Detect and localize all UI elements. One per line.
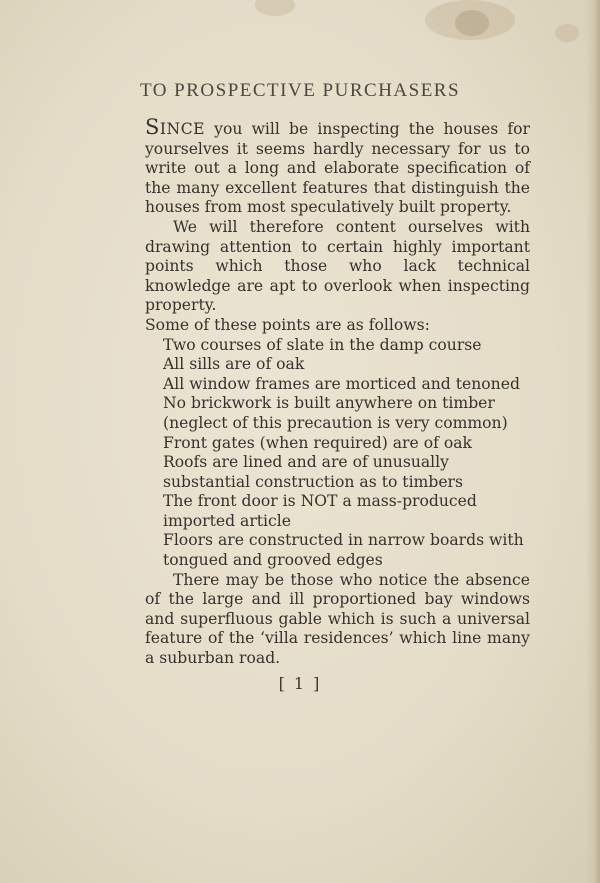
door-text-after: a mass-produced imported article: [163, 492, 477, 530]
lead-cap: S: [145, 115, 160, 139]
stain-mark: [555, 24, 579, 42]
lead-word: [145, 115, 206, 139]
running-head: TO PROSPECTIVE PURCHASERS: [139, 80, 461, 101]
stain-mark: [455, 10, 489, 36]
points-list: [145, 336, 530, 571]
point-item-door: [163, 492, 530, 531]
point-item: Roofs are lined and are of unusually substantial construction as to timbers: [163, 453, 464, 491]
point-item: Two courses of slate in the damp course: [163, 335, 482, 354]
page-edge-shadow: [586, 0, 600, 883]
lead-rest: INCE: [159, 120, 206, 138]
point-item: Front gates (when required) are of oak: [163, 433, 472, 452]
door-text-before: The front door is: [163, 492, 296, 511]
paragraph-attention: We will therefore content ourselves with drawing attention to certain highly important points which those who lack technical knowledge are apt to overlook when inspecting property.: [145, 217, 530, 315]
point-item: All window frames are morticed and tenoned: [163, 374, 520, 393]
intro-text: you will be inspecting the houses for yourselves it seems hardly necessary for us to write out a long and elaborate specification of the many excellent features that distinguish the houses from most speculatively built property.: [145, 120, 530, 217]
paragraph-bay-windows: There may be those who notice the absence of the large and ill proportioned bay windows and superfluous gable which is such a universal feature of the ‘villa residences’ which line many a suburban road.: [145, 570, 530, 668]
door-text-not: NOT: [300, 492, 338, 511]
point-item-floors: Floors are constructed in narrow boards with tongued and grooved edges: [163, 531, 524, 570]
point-item: No brickwork is built anywhere on timber (neglect of this precaution is very common): [163, 394, 508, 432]
points-intro: Some of these points are as follows:: [145, 315, 430, 334]
paragraph-intro: [145, 115, 530, 218]
page-number: [ 1 ]: [278, 674, 322, 693]
point-item: All sills are of oak: [163, 355, 305, 374]
body-text: [145, 115, 530, 669]
stain-mark: [255, 0, 295, 16]
